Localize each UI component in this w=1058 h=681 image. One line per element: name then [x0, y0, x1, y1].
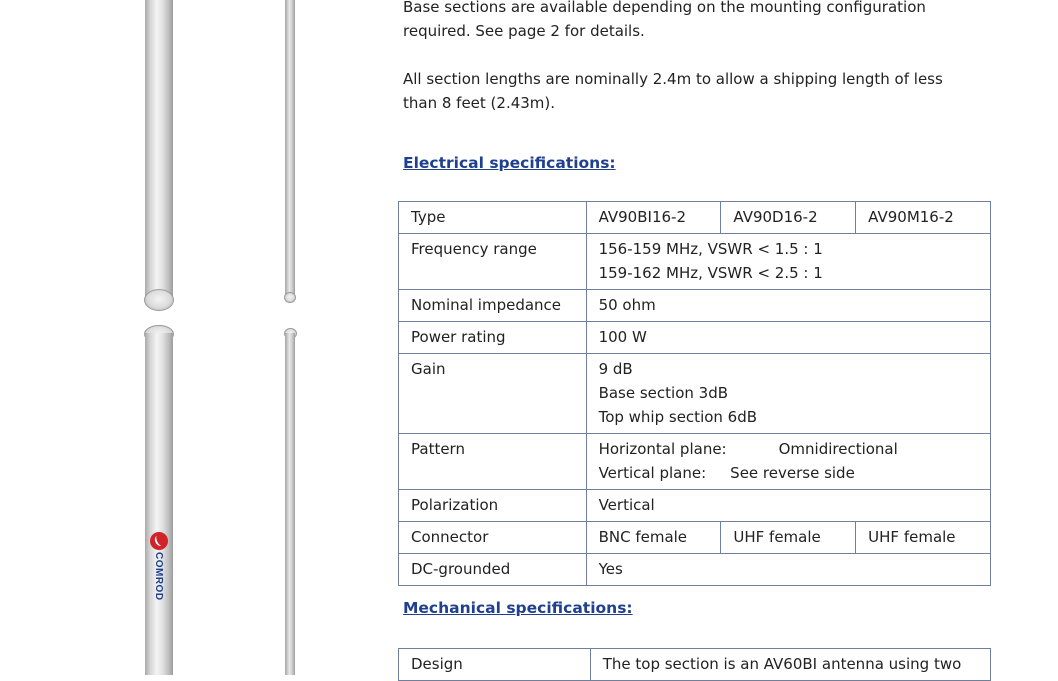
dc-grounded-value: Yes [586, 554, 990, 586]
connector-cell: UHF female [856, 522, 991, 554]
mechanical-specs-table [398, 648, 991, 681]
model-cell: AV90M16-2 [856, 202, 991, 234]
upper-thin-whip-end [284, 292, 296, 303]
intro-paragraph-lengths [403, 67, 943, 115]
pattern-horizontal [599, 437, 982, 461]
gain-label: Gain [399, 354, 587, 434]
model-cell: AV90BI16-2 [586, 202, 721, 234]
intro-line: All section lengths are nominally 2.4m to allow a shipping length of less [403, 70, 943, 88]
type-label: Type [399, 202, 587, 234]
dc-grounded-label: DC-grounded [399, 554, 587, 586]
table-row [399, 522, 991, 554]
design-value: The top section is an AV60BI antenna using two [590, 649, 990, 681]
gain-value [586, 354, 990, 434]
upper-thin-whip [285, 0, 295, 298]
lower-thin-whip [285, 333, 295, 675]
frequency-label: Frequency range [399, 234, 587, 290]
table-row [399, 202, 991, 234]
power-value: 100 W [586, 322, 990, 354]
frequency-line: 156-159 MHz, VSWR < 1.5 : 1 [598, 240, 823, 258]
gain-line: Top whip section 6dB [598, 408, 758, 426]
comrod-logo-icon [150, 532, 168, 550]
table-row [399, 649, 991, 681]
polarization-value: Vertical [586, 490, 990, 522]
intro-line: Base sections are available depending on the mounting configuration [403, 0, 926, 16]
intro-line: required. See page 2 for details. [403, 22, 645, 40]
table-row [399, 234, 991, 290]
pattern-horizontal-value: Omnidirectional [778, 440, 898, 458]
power-label: Power rating [399, 322, 587, 354]
mechanical-specs-heading: Mechanical specifications: [403, 599, 633, 617]
pattern-label: Pattern [399, 434, 587, 490]
table-row [399, 354, 991, 434]
electrical-specs-table [398, 201, 991, 586]
connector-cell: UHF female [721, 522, 856, 554]
upper-thick-rod-end [144, 289, 174, 311]
intro-paragraph-mounting [403, 0, 926, 43]
comrod-logo [148, 532, 170, 616]
frequency-value [586, 234, 990, 290]
polarization-label: Polarization [399, 490, 587, 522]
pattern-horizontal-label: Horizontal plane: [598, 440, 727, 458]
impedance-value: 50 ohm [586, 290, 990, 322]
intro-line: than 8 feet (2.43m). [403, 94, 556, 112]
electrical-specs-heading: Electrical specifications: [403, 154, 616, 172]
table-row [399, 290, 991, 322]
table-row [399, 490, 991, 522]
impedance-label: Nominal impedance [399, 290, 587, 322]
pattern-value [586, 434, 990, 490]
pattern-vertical-value: See reverse side [730, 464, 855, 482]
gain-line: 9 dB [598, 360, 633, 378]
upper-thick-rod [145, 0, 173, 300]
table-row [399, 434, 991, 490]
pattern-vertical-label: Vertical plane: [598, 464, 707, 482]
gain-line: Base section 3dB [598, 384, 729, 402]
table-row [399, 554, 991, 586]
model-cell: AV90D16-2 [721, 202, 856, 234]
design-label: Design [399, 649, 591, 681]
table-row [399, 322, 991, 354]
connector-cell: BNC female [586, 522, 721, 554]
frequency-line: 159-162 MHz, VSWR < 2.5 : 1 [598, 264, 823, 282]
pattern-vertical [599, 461, 982, 485]
connector-label: Connector [399, 522, 587, 554]
comrod-logo-text: COMROD [153, 552, 164, 601]
lower-thick-rod [145, 333, 173, 675]
